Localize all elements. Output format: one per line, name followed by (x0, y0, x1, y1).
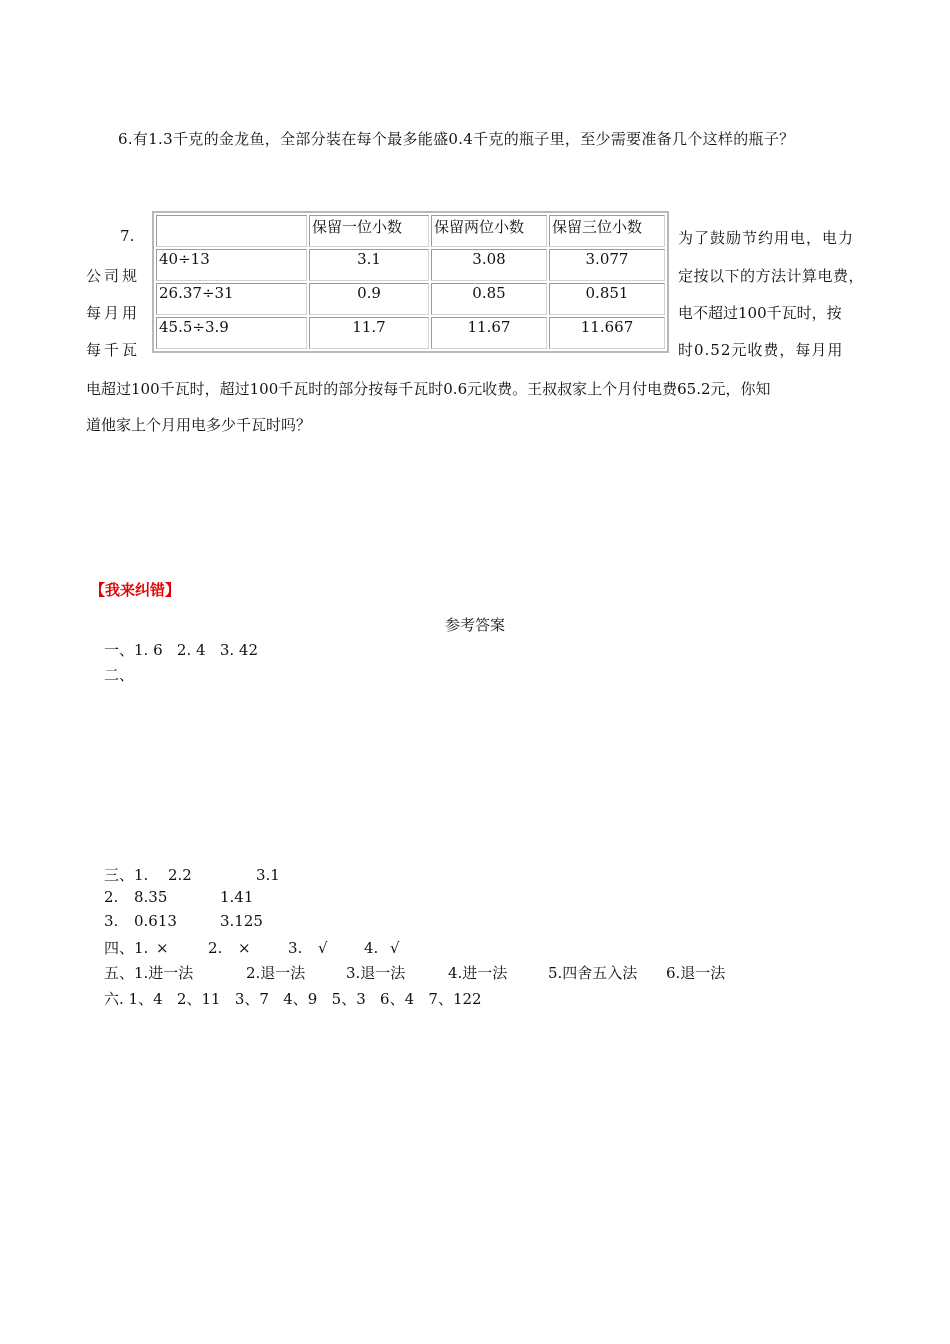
table-cell: 3.08 (431, 249, 547, 281)
question-7-number: 7. (120, 227, 135, 245)
answer-section-6: 六. 1、4 2、11 3、7 4、9 5、3 6、4 7、122 (104, 990, 482, 1008)
question-7-right-line-2: 电不超过100千瓦时，按 (678, 304, 842, 322)
answer-item: 3.125 (220, 912, 263, 930)
table-cell: 0.85 (431, 283, 547, 315)
answer-item: 三、1. (104, 866, 149, 884)
question-7-left-line-2: 每月用 (86, 304, 141, 322)
table-row (156, 317, 665, 349)
answer-section-4 (104, 937, 400, 958)
answer-section-5 (104, 962, 725, 983)
answer-item: 1.41 (220, 888, 254, 906)
answer-item: 4.进一法 (448, 964, 508, 982)
question-7-line-5: 道他家上个月用电多少千瓦时吗？ (86, 416, 312, 434)
correct-errors-heading: 【我来纠错】 (90, 581, 181, 599)
table-cell: 45.5÷3.9 (156, 317, 307, 349)
answer-item: × (156, 939, 169, 957)
question-7-line-4: 电超过100千瓦时，超过100千瓦时的部分按每千瓦时0.6元收费。王叔叔家上个月付电费65.2元，你知 (86, 380, 771, 398)
answer-item: 2. (208, 939, 223, 957)
answer-item: × (238, 939, 251, 957)
answers-title: 参考答案 (444, 616, 505, 634)
table-header-cell (156, 215, 307, 247)
answer-section-2: 二、 (104, 666, 135, 684)
answer-item: 0.613 (134, 912, 177, 930)
answer-item: 6.退一法 (666, 964, 726, 982)
table-cell: 11.67 (431, 317, 547, 349)
table-header-cell: 保留两位小数 (431, 215, 547, 247)
table-header-cell: 保留一位小数 (309, 215, 429, 247)
answer-item: 3. (288, 939, 303, 957)
answer-section-1: 一、1. 6 2. 4 3. 42 (104, 641, 259, 659)
answer-section-3 (104, 864, 280, 885)
answer-item: 3. (104, 912, 119, 930)
table-header-cell: 保留三位小数 (549, 215, 665, 247)
table-header-row (156, 215, 665, 247)
answer-item: √ (390, 939, 400, 957)
table-cell: 3.077 (549, 249, 665, 281)
answer-item: 5.四舍五入法 (548, 964, 638, 982)
answer-item: 2. (104, 888, 119, 906)
answer-item: 3.退一法 (346, 964, 406, 982)
answer-section-3-line-2 (104, 888, 253, 906)
table-row (156, 249, 665, 281)
answer-item: 8.35 (134, 888, 168, 906)
answer-section-3-line-3 (104, 912, 263, 930)
table-cell: 26.37÷31 (156, 283, 307, 315)
question-7-left-line-1: 公司规 (86, 267, 141, 285)
answer-item: 4. (364, 939, 379, 957)
answer-item: 五、1.进一法 (104, 964, 194, 982)
answer-item: 2.2 (168, 866, 192, 884)
table-cell: 11.667 (549, 317, 665, 349)
answer-item: √ (318, 939, 328, 957)
answer-item: 3.1 (256, 866, 280, 884)
table-cell: 0.9 (309, 283, 429, 315)
rounding-table (152, 211, 669, 353)
question-7-right-line-0: 为了鼓励节约用电，电力 (678, 229, 855, 247)
question-6: 6.有1.3千克的金龙鱼，全部分装在每个最多能盛0.4千克的瓶子里，至少需要准备几个这样的瓶子？ (118, 130, 795, 148)
answer-item: 四、1. (104, 939, 149, 957)
table-cell: 11.7 (309, 317, 429, 349)
question-7-right-line-3: 时0.52元收费，每月用 (678, 341, 844, 359)
answer-item: 2.退一法 (246, 964, 306, 982)
question-7-right-line-1: 定按以下的方法计算电费， (678, 267, 865, 285)
question-7-left-line-3: 每千瓦 (86, 341, 141, 359)
table-cell: 40÷13 (156, 249, 307, 281)
table-cell: 0.851 (549, 283, 665, 315)
table-cell: 3.1 (309, 249, 429, 281)
table-row (156, 283, 665, 315)
